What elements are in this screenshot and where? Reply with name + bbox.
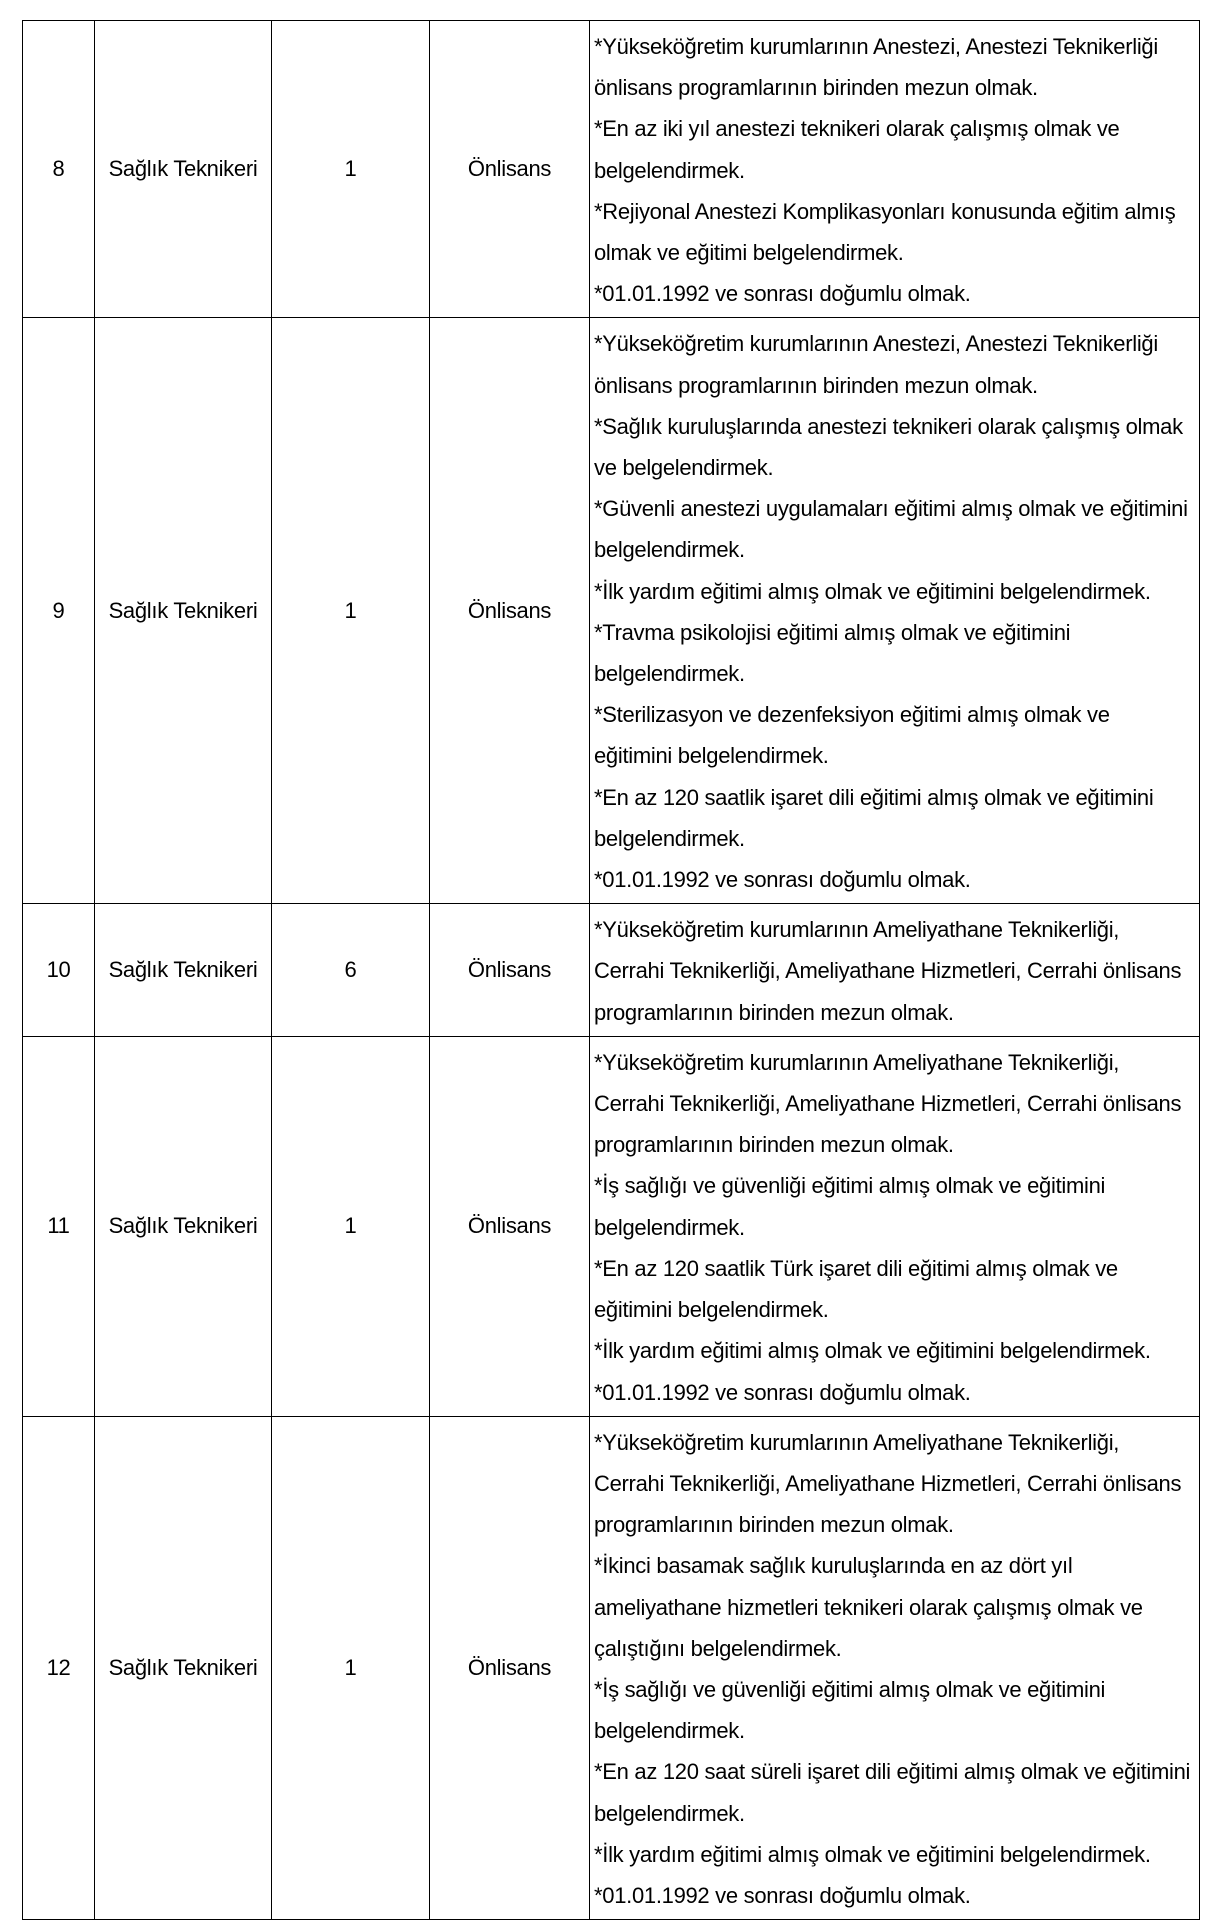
requirement-item: *Sağlık kuruluşlarında anestezi teknikeri olarak çalışmış olmak ve belgelendirmek. — [594, 413, 1183, 481]
requirements-cell — [590, 318, 1200, 904]
requirement-item: *Yükseköğretim kurumlarının Ameliyathane Teknikerliği, Cerrahi Teknikerliği, Ameliyathane Hizmetleri, Cerrahi önlisans programlarının birinden mezun olmak. — [594, 1049, 1182, 1158]
table-row — [23, 904, 1200, 1037]
education-level-cell: Önlisans — [430, 1416, 590, 1919]
requirements-cell — [590, 21, 1200, 318]
positions-table-body — [23, 21, 1200, 1920]
table-row — [23, 1416, 1200, 1919]
requirement-item: *Güvenli anestezi uygulamaları eğitimi almış olmak ve eğitimini belgelendirmek. — [594, 496, 1188, 563]
position-count-cell: 1 — [272, 1416, 430, 1919]
position-count-cell: 1 — [272, 318, 430, 904]
requirement-item: *En az 120 saatlik işaret dili eğitimi almış olmak ve eğitimini belgelendirmek. — [594, 784, 1154, 851]
row-number-cell: 8 — [23, 21, 95, 318]
positions-table-container — [22, 20, 1199, 1920]
requirements-cell — [590, 1036, 1200, 1416]
requirement-item: *En az 120 saat süreli işaret dili eğitimi almış olmak ve eğitimini belgelendirmek. — [594, 1759, 1191, 1826]
table-row — [23, 21, 1200, 318]
requirement-item: *Travma psikolojisi eğitimi almış olmak ve eğitimini belgelendirmek. — [594, 619, 1071, 687]
requirements-cell — [590, 904, 1200, 1037]
positions-table — [22, 20, 1200, 1920]
requirement-item: *Yükseköğretim kurumlarının Ameliyathane Teknikerliği, Cerrahi Teknikerliği, Ameliyathane Hizmetleri, Cerrahi önlisans programlarının birinden mezun olmak. — [594, 917, 1182, 1025]
position-title-cell: Sağlık Teknikeri — [95, 21, 272, 318]
table-row — [23, 1036, 1200, 1416]
row-number-cell: 11 — [23, 1036, 95, 1416]
requirement-item: *İlk yardım eğitimi almış olmak ve eğitimini belgelendirmek. — [594, 1841, 1151, 1867]
row-number-cell: 12 — [23, 1416, 95, 1919]
table-row — [23, 318, 1200, 904]
position-count-cell: 6 — [272, 904, 430, 1037]
requirement-item: *Sterilizasyon ve dezenfeksiyon eğitimi almış olmak ve eğitimini belgelendirmek. — [594, 702, 1110, 769]
position-title-cell: Sağlık Teknikeri — [95, 904, 272, 1037]
row-number-cell: 10 — [23, 904, 95, 1037]
requirements-cell — [590, 1416, 1200, 1919]
requirement-item: *01.01.1992 ve sonrası doğumlu olmak. — [594, 867, 971, 893]
requirement-item: *Yükseköğretim kurumlarının Ameliyathane Teknikerliği, Cerrahi Teknikerliği, Ameliyathane Hizmetleri, Cerrahi önlisans programlarının birinden mezun olmak. — [594, 1429, 1182, 1538]
requirement-item: *En az iki yıl anestezi teknikeri olarak çalışmış olmak ve belgelendirmek. — [594, 116, 1120, 183]
education-level-cell: Önlisans — [430, 318, 590, 904]
requirement-item: *İkinci basamak sağlık kuruluşlarında en az dört yıl ameliyathane hizmetleri teknikeri olarak çalışmış olmak ve çalıştığını belgelendirmek. — [594, 1553, 1143, 1661]
requirement-item: *Yükseköğretim kurumlarının Anestezi, Anestezi Teknikerliği önlisans programlarının birinden mezun olmak. — [594, 331, 1158, 398]
requirement-item: *En az 120 saatlik Türk işaret dili eğitimi almış olmak ve eğitimini belgelendirmek. — [594, 1255, 1118, 1323]
requirement-item: *İş sağlığı ve güvenliği eğitimi almış olmak ve eğitimini belgelendirmek. — [594, 1676, 1106, 1744]
position-title-cell: Sağlık Teknikeri — [95, 1036, 272, 1416]
education-level-cell: Önlisans — [430, 904, 590, 1037]
education-level-cell: Önlisans — [430, 1036, 590, 1416]
requirement-item: *İlk yardım eğitimi almış olmak ve eğitimini belgelendirmek. — [594, 1338, 1151, 1364]
requirement-item: *Rejiyonal Anestezi Komplikasyonları konusunda eğitim almış olmak ve eğitimi belgelendirmek. — [594, 198, 1176, 266]
requirement-item: *İlk yardım eğitimi almış olmak ve eğitimini belgelendirmek. — [594, 578, 1151, 604]
requirement-item: *İş sağlığı ve güvenliği eğitimi almış olmak ve eğitimini belgelendirmek. — [594, 1173, 1106, 1240]
position-count-cell: 1 — [272, 21, 430, 318]
requirement-item: *01.01.1992 ve sonrası doğumlu olmak. — [594, 1379, 971, 1405]
position-title-cell: Sağlık Teknikeri — [95, 1416, 272, 1919]
position-count-cell: 1 — [272, 1036, 430, 1416]
position-title-cell: Sağlık Teknikeri — [95, 318, 272, 904]
requirement-item: *01.01.1992 ve sonrası doğumlu olmak. — [594, 281, 971, 307]
requirement-item: *01.01.1992 ve sonrası doğumlu olmak. — [594, 1882, 971, 1908]
education-level-cell: Önlisans — [430, 21, 590, 318]
requirement-item: *Yükseköğretim kurumlarının Anestezi, Anestezi Teknikerliği önlisans programlarının birinden mezun olmak. — [594, 34, 1158, 101]
row-number-cell: 9 — [23, 318, 95, 904]
